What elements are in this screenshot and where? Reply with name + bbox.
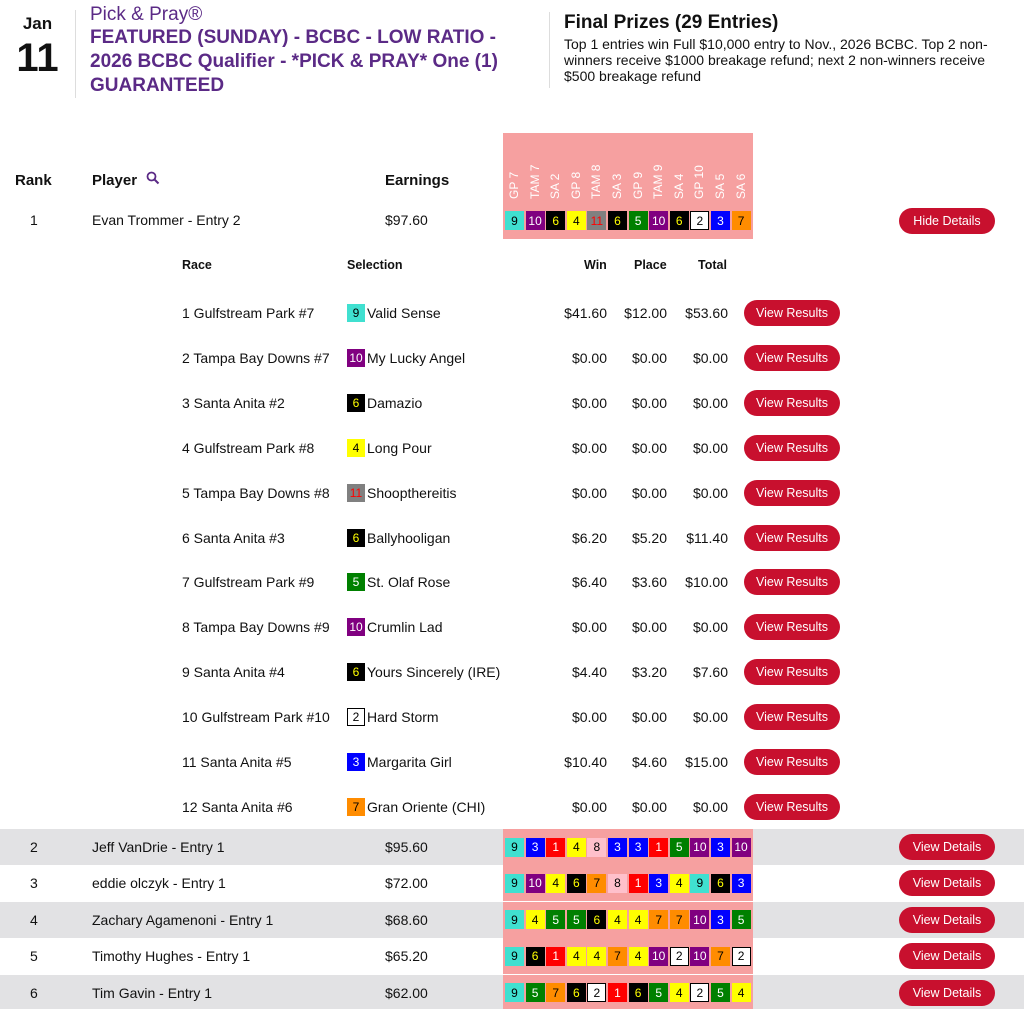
race-name: 10 Gulfstream Park #10 bbox=[182, 709, 330, 726]
details-row bbox=[0, 604, 1024, 649]
saddle-cloth-number: 7 bbox=[670, 910, 689, 929]
total-amount: $0.00 bbox=[692, 439, 728, 456]
win-amount: $0.00 bbox=[571, 349, 607, 366]
view-results-button[interactable]: View Results bbox=[744, 794, 840, 820]
rank-value: 6 bbox=[30, 984, 38, 1001]
saddle-cloth-number: 6 bbox=[526, 947, 545, 966]
saddle-cloth-number: 2 bbox=[347, 708, 365, 726]
horse-name: Hard Storm bbox=[367, 709, 439, 726]
saddle-cloth-number: 5 bbox=[567, 910, 586, 929]
race-label: GP 7 bbox=[507, 171, 521, 199]
saddle-cloth-number: 10 bbox=[690, 910, 709, 929]
race-name: 5 Tampa Bay Downs #8 bbox=[182, 484, 330, 501]
saddle-cloth-number: 10 bbox=[649, 947, 668, 966]
selection bbox=[347, 304, 441, 322]
earnings-value: $65.20 bbox=[385, 948, 428, 965]
horse-name: Ballyhooligan bbox=[367, 529, 451, 546]
saddle-cloth-number: 4 bbox=[629, 947, 648, 966]
saddle-cloth-number: 2 bbox=[690, 211, 709, 230]
place-amount: $3.20 bbox=[631, 664, 667, 681]
total-amount: $0.00 bbox=[692, 484, 728, 501]
saddle-cloth-number: 5 bbox=[649, 983, 668, 1002]
saddle-cloth-number: 10 bbox=[732, 838, 751, 857]
saddle-cloth-number: 1 bbox=[546, 838, 565, 857]
place-amount: $0.00 bbox=[631, 484, 667, 501]
details-row bbox=[0, 739, 1024, 784]
pick-strip bbox=[503, 938, 753, 974]
saddle-cloth-number: 4 bbox=[587, 947, 606, 966]
horse-name: St. Olaf Rose bbox=[367, 574, 451, 591]
saddle-cloth-number: 8 bbox=[608, 874, 627, 893]
race-name: 11 Santa Anita #5 bbox=[182, 754, 292, 770]
player-name: eddie olczyk - Entry 1 bbox=[92, 875, 226, 892]
saddle-cloth-number: 2 bbox=[690, 983, 709, 1002]
selection bbox=[347, 349, 465, 367]
saddle-cloth-number: 10 bbox=[526, 211, 545, 230]
player-name: Evan Trommer - Entry 2 bbox=[92, 212, 241, 228]
view-details-button[interactable]: View Details bbox=[899, 870, 995, 896]
saddle-cloth-number: 10 bbox=[347, 349, 365, 367]
horse-name: Yours Sincerely (IRE) bbox=[367, 664, 501, 681]
saddle-cloth-number: 5 bbox=[670, 838, 689, 857]
pick-strip bbox=[503, 865, 753, 901]
saddle-cloth-number: 3 bbox=[526, 838, 545, 857]
saddle-cloth-number: 10 bbox=[690, 838, 709, 857]
saddle-cloth-number: 4 bbox=[732, 983, 751, 1002]
saddle-cloth-number: 7 bbox=[732, 211, 751, 230]
saddle-cloth-number: 6 bbox=[608, 211, 627, 230]
horse-name: Crumlin Lad bbox=[367, 619, 443, 636]
leaderboard-row[interactable] bbox=[0, 938, 1024, 974]
saddle-cloth-number: 9 bbox=[505, 874, 524, 893]
saddle-cloth-number: 6 bbox=[347, 529, 365, 547]
saddle-cloth-number: 11 bbox=[587, 211, 606, 230]
saddle-cloth-number: 6 bbox=[347, 394, 365, 412]
saddle-cloth-number: 4 bbox=[608, 910, 627, 929]
selection bbox=[347, 394, 422, 412]
saddle-cloth-number: 1 bbox=[649, 838, 668, 857]
saddle-cloth-number: 2 bbox=[670, 947, 689, 966]
total-amount: $0.00 bbox=[692, 709, 728, 726]
selection bbox=[347, 439, 432, 457]
rank-column-header: Rank bbox=[15, 172, 52, 189]
view-results-button[interactable]: View Results bbox=[744, 749, 840, 775]
saddle-cloth-number: 10 bbox=[347, 618, 365, 636]
saddle-cloth-number: 1 bbox=[629, 874, 648, 893]
rank-value: 4 bbox=[30, 911, 38, 928]
view-results-button[interactable]: View Results bbox=[744, 614, 840, 640]
details-row bbox=[0, 649, 1024, 694]
contest-brand: Pick & Pray® bbox=[90, 4, 203, 25]
saddle-cloth-number: 5 bbox=[732, 910, 751, 929]
saddle-cloth-number: 6 bbox=[347, 663, 365, 681]
win-amount: $6.40 bbox=[571, 574, 607, 591]
win-amount: $0.00 bbox=[571, 394, 607, 411]
earnings-value: $62.00 bbox=[385, 984, 428, 1001]
earnings-value: $72.00 bbox=[385, 875, 428, 892]
saddle-cloth-number: 9 bbox=[505, 947, 524, 966]
race-label: SA 5 bbox=[712, 173, 727, 199]
saddle-cloth-number: 4 bbox=[670, 983, 689, 1002]
details-row bbox=[0, 694, 1024, 739]
horse-name: Long Pour bbox=[367, 439, 432, 456]
leaderboard-row[interactable] bbox=[0, 865, 1024, 901]
details-row bbox=[0, 335, 1024, 380]
rank-value: 5 bbox=[30, 948, 38, 965]
win-amount: $4.40 bbox=[571, 664, 607, 681]
race-label: GP 9 bbox=[630, 171, 645, 199]
place-amount: $0.00 bbox=[631, 439, 667, 456]
saddle-cloth-number: 1 bbox=[546, 947, 565, 966]
search-icon[interactable] bbox=[146, 171, 160, 190]
saddle-cloth-number: 4 bbox=[567, 838, 586, 857]
details-row bbox=[0, 470, 1024, 515]
saddle-cloth-number: 4 bbox=[629, 910, 648, 929]
saddle-cloth-number: 7 bbox=[608, 947, 627, 966]
saddle-cloth-number: 9 bbox=[505, 983, 524, 1002]
details-row bbox=[0, 425, 1024, 470]
win-amount: $0.00 bbox=[571, 709, 607, 726]
player-name: Jeff VanDrie - Entry 1 bbox=[92, 839, 225, 855]
race-name: 1 Gulfstream Park #7 bbox=[182, 305, 315, 321]
saddle-cloth-number: 7 bbox=[649, 910, 668, 929]
player-column-header[interactable]: Player bbox=[92, 172, 138, 189]
race-name: 9 Santa Anita #4 bbox=[182, 664, 285, 681]
total-amount: $0.00 bbox=[692, 619, 728, 636]
place-amount: $0.00 bbox=[631, 394, 667, 411]
view-results-button[interactable]: View Results bbox=[744, 300, 840, 326]
contest-title-block bbox=[90, 4, 535, 98]
player-name: Timothy Hughes - Entry 1 bbox=[92, 948, 251, 965]
player-name: Tim Gavin - Entry 1 bbox=[92, 984, 213, 1001]
rank-value: 2 bbox=[30, 839, 38, 855]
race-name: 8 Tampa Bay Downs #9 bbox=[182, 619, 330, 636]
pick-strip bbox=[503, 829, 753, 865]
saddle-cloth-number: 5 bbox=[546, 910, 565, 929]
selection bbox=[347, 798, 485, 816]
saddle-cloth-number: 9 bbox=[505, 910, 524, 929]
view-details-button[interactable]: View Details bbox=[899, 907, 995, 933]
race-label: SA 2 bbox=[548, 173, 563, 199]
horse-name: Valid Sense bbox=[367, 305, 441, 321]
date-badge bbox=[0, 10, 76, 98]
race-name: 12 Santa Anita #6 bbox=[182, 798, 293, 815]
race-label: GP 8 bbox=[568, 171, 583, 199]
saddle-cloth-number: 7 bbox=[587, 874, 606, 893]
saddle-cloth-number: 10 bbox=[690, 947, 709, 966]
win-amount: $0.00 bbox=[571, 798, 607, 815]
contest-name: FEATURED (SUNDAY) - BCBC - LOW RATIO - 2026 BCBC Qualifier - *PICK & PRAY* One (1) GUARANTEED bbox=[90, 27, 498, 96]
selection bbox=[347, 529, 450, 547]
race-name: 2 Tampa Bay Downs #7 bbox=[182, 349, 330, 366]
view-details-button[interactable]: View Details bbox=[899, 834, 995, 860]
earnings-column-header: Earnings bbox=[385, 172, 450, 189]
earnings-value: $95.60 bbox=[385, 839, 428, 855]
view-details-button[interactable]: View Details bbox=[899, 943, 995, 969]
view-results-button[interactable]: View Results bbox=[744, 569, 840, 595]
place-amount: $0.00 bbox=[631, 798, 667, 815]
rank-value: 3 bbox=[30, 875, 38, 892]
horse-name: Damazio bbox=[367, 394, 423, 411]
saddle-cloth-number: 3 bbox=[608, 838, 627, 857]
saddle-cloth-number: 3 bbox=[711, 211, 730, 230]
details-win-header: Win bbox=[584, 258, 607, 272]
total-amount: $0.00 bbox=[692, 394, 728, 411]
place-amount: $0.00 bbox=[631, 709, 667, 726]
selection bbox=[347, 753, 452, 771]
prizes-text: Top 1 entries win Full $10,000 entry to Nov., 2026 BCBC. Top 2 non-winners receive $1000 breakage refund; next 2 non-winners receive $500 breakage refund bbox=[564, 36, 988, 84]
details-row bbox=[0, 380, 1024, 425]
total-amount: $0.00 bbox=[692, 349, 728, 366]
view-results-button[interactable]: View Results bbox=[744, 345, 840, 371]
saddle-cloth-number: 7 bbox=[711, 947, 730, 966]
details-race-header: Race bbox=[182, 258, 212, 272]
details-row bbox=[0, 290, 1024, 335]
place-amount: $3.60 bbox=[631, 574, 667, 591]
total-amount: $0.00 bbox=[692, 798, 728, 815]
leaderboard-row[interactable] bbox=[0, 902, 1024, 938]
saddle-cloth-number: 10 bbox=[526, 874, 545, 893]
details-row bbox=[0, 784, 1024, 829]
total-amount: $7.60 bbox=[692, 664, 728, 681]
saddle-cloth-number: 4 bbox=[567, 947, 586, 966]
place-amount: $0.00 bbox=[631, 349, 667, 366]
win-amount: $6.20 bbox=[571, 529, 607, 546]
saddle-cloth-number: 6 bbox=[711, 874, 730, 893]
selection bbox=[347, 484, 457, 502]
saddle-cloth-number: 4 bbox=[670, 874, 689, 893]
race-label: TAM 8 bbox=[589, 164, 604, 199]
race-label: TAM 7 bbox=[527, 164, 542, 199]
saddle-cloth-number: 11 bbox=[347, 484, 365, 502]
saddle-cloth-number: 1 bbox=[608, 983, 627, 1002]
race-name: 7 Gulfstream Park #9 bbox=[182, 574, 315, 591]
race-label: SA 3 bbox=[609, 173, 624, 199]
view-details-button[interactable]: View Details bbox=[899, 980, 995, 1006]
saddle-cloth-number: 2 bbox=[732, 947, 751, 966]
saddle-cloth-number: 9 bbox=[347, 304, 365, 322]
hide-details-button[interactable]: Hide Details bbox=[899, 208, 995, 234]
rank-value: 1 bbox=[30, 212, 38, 228]
saddle-cloth-number: 6 bbox=[587, 910, 606, 929]
view-results-button[interactable]: View Results bbox=[744, 525, 840, 551]
saddle-cloth-number: 9 bbox=[690, 874, 709, 893]
race-name: 6 Santa Anita #3 bbox=[182, 529, 285, 546]
race-label: SA 4 bbox=[671, 173, 686, 199]
place-amount: $0.00 bbox=[631, 619, 667, 636]
selection bbox=[347, 708, 439, 726]
horse-name: My Lucky Angel bbox=[367, 349, 466, 366]
date-day: 11 bbox=[16, 36, 59, 80]
horse-name: Shoopthereitis bbox=[367, 484, 457, 501]
selection bbox=[347, 663, 500, 681]
win-amount: $0.00 bbox=[571, 619, 607, 636]
total-amount: $15.00 bbox=[685, 754, 728, 770]
saddle-cloth-number: 7 bbox=[347, 798, 365, 816]
saddle-cloth-number: 9 bbox=[505, 838, 524, 857]
total-amount: $53.60 bbox=[685, 305, 728, 321]
saddle-cloth-number: 3 bbox=[347, 753, 365, 771]
saddle-cloth-number: 3 bbox=[629, 838, 648, 857]
earnings-value: $97.60 bbox=[385, 212, 428, 228]
selection bbox=[347, 573, 450, 591]
pick-strip bbox=[503, 975, 753, 1009]
win-amount: $41.60 bbox=[564, 305, 607, 321]
view-results-button[interactable]: View Results bbox=[744, 659, 840, 685]
leaderboard-row-expanded bbox=[0, 202, 1024, 238]
saddle-cloth-number: 4 bbox=[567, 211, 586, 230]
view-results-button[interactable]: View Results bbox=[744, 435, 840, 461]
saddle-cloth-number: 10 bbox=[649, 211, 668, 230]
details-selection-header: Selection bbox=[347, 258, 403, 272]
race-label: GP 10 bbox=[692, 165, 707, 199]
details-place-header: Place bbox=[634, 258, 667, 272]
selection bbox=[347, 618, 442, 636]
saddle-cloth-number: 4 bbox=[526, 910, 545, 929]
details-row bbox=[0, 515, 1024, 560]
saddle-cloth-number: 8 bbox=[587, 838, 606, 857]
win-amount: $0.00 bbox=[571, 484, 607, 501]
saddle-cloth-number: 4 bbox=[347, 439, 365, 457]
saddle-cloth-number: 3 bbox=[732, 874, 751, 893]
details-row bbox=[0, 559, 1024, 604]
saddle-cloth-number: 7 bbox=[546, 983, 565, 1002]
saddle-cloth-number: 9 bbox=[505, 211, 524, 230]
saddle-cloth-number: 3 bbox=[711, 838, 730, 857]
view-results-button[interactable]: View Results bbox=[744, 390, 840, 416]
saddle-cloth-number: 3 bbox=[649, 874, 668, 893]
place-amount: $4.60 bbox=[631, 754, 667, 770]
win-amount: $10.40 bbox=[564, 754, 607, 770]
date-month: Jan bbox=[22, 14, 53, 33]
view-results-button[interactable]: View Results bbox=[744, 704, 840, 730]
saddle-cloth-number: 6 bbox=[567, 983, 586, 1002]
saddle-cloth-number: 5 bbox=[526, 983, 545, 1002]
horse-name: Margarita Girl bbox=[367, 754, 452, 770]
saddle-cloth-number: 6 bbox=[629, 983, 648, 1002]
saddle-cloth-number: 2 bbox=[587, 983, 606, 1002]
total-amount: $10.00 bbox=[685, 574, 728, 591]
saddle-cloth-number: 5 bbox=[347, 573, 365, 591]
player-name: Zachary Agamenoni - Entry 1 bbox=[92, 911, 274, 928]
pick-strip bbox=[503, 202, 753, 239]
saddle-cloth-number: 6 bbox=[567, 874, 586, 893]
saddle-cloth-number: 3 bbox=[711, 910, 730, 929]
saddle-cloth-number: 5 bbox=[711, 983, 730, 1002]
prizes-block bbox=[549, 12, 1019, 88]
win-amount: $0.00 bbox=[571, 439, 607, 456]
saddle-cloth-number: 6 bbox=[546, 211, 565, 230]
earnings-value: $68.60 bbox=[385, 911, 428, 928]
leaderboard-row[interactable] bbox=[0, 829, 1024, 865]
leaderboard-row[interactable] bbox=[0, 975, 1024, 1009]
horse-name: Gran Oriente (CHI) bbox=[367, 798, 486, 815]
saddle-cloth-number: 6 bbox=[670, 211, 689, 230]
race-name: 3 Santa Anita #2 bbox=[182, 394, 285, 411]
details-total-header: Total bbox=[698, 258, 727, 272]
prizes-title: Final Prizes (29 Entries) bbox=[564, 12, 779, 33]
race-labels bbox=[503, 133, 753, 203]
total-amount: $11.40 bbox=[686, 529, 728, 546]
race-label: TAM 9 bbox=[651, 164, 666, 199]
pick-strip bbox=[503, 902, 753, 938]
race-name: 4 Gulfstream Park #8 bbox=[182, 439, 315, 456]
place-amount: $5.20 bbox=[631, 529, 667, 546]
place-amount: $12.00 bbox=[624, 305, 667, 321]
view-results-button[interactable]: View Results bbox=[744, 480, 840, 506]
saddle-cloth-number: 4 bbox=[546, 874, 565, 893]
race-label: SA 6 bbox=[733, 173, 748, 199]
saddle-cloth-number: 5 bbox=[629, 211, 648, 230]
